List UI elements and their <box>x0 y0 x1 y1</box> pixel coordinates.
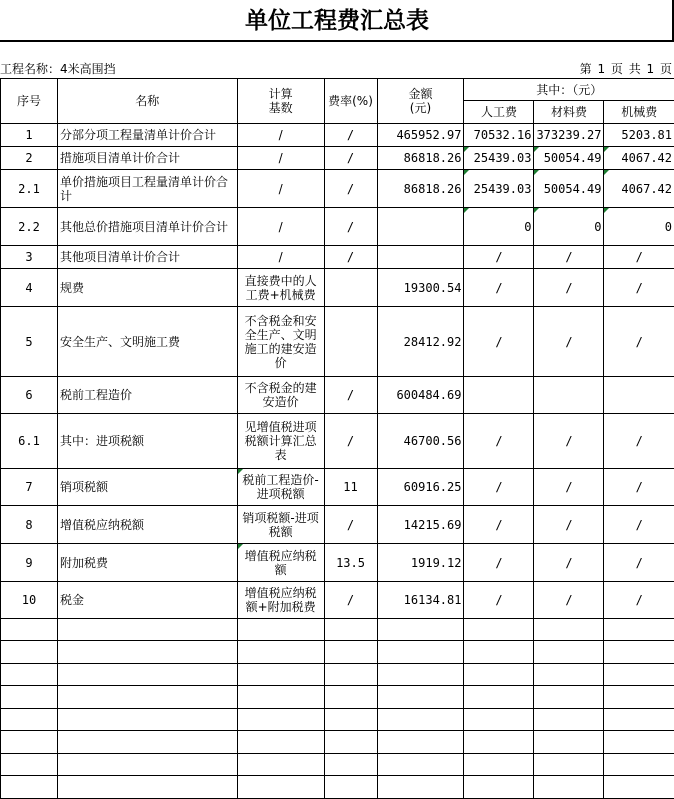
row-seq: 2.1 <box>1 170 58 208</box>
row-machine: / <box>604 269 674 307</box>
row-rate: / <box>324 506 377 544</box>
row-material <box>534 377 604 414</box>
row-amount <box>377 208 464 246</box>
row-labor: / <box>464 414 534 469</box>
row-material: / <box>534 246 604 269</box>
row-amount: 86818.26 <box>377 170 464 208</box>
row-material: 50054.49 <box>534 170 604 208</box>
row-seq: 1 <box>1 124 58 147</box>
empty-cell <box>324 641 377 664</box>
empty-cell <box>534 709 604 731</box>
empty-cell <box>57 641 237 664</box>
cost-summary-table <box>0 78 674 799</box>
row-labor <box>464 377 534 414</box>
table-row <box>1 124 674 147</box>
row-rate: / <box>324 170 377 208</box>
empty-cell <box>1 641 58 664</box>
empty-cell <box>1 754 58 776</box>
row-material: 0 <box>534 208 604 246</box>
row-basis: / <box>237 170 324 208</box>
row-basis: 不含税金和安全生产、文明施工的建安造价 <box>237 307 324 377</box>
row-basis: 直接费中的人工费+机械费 <box>237 269 324 307</box>
row-machine: 0 <box>604 208 674 246</box>
row-machine: 4067.42 <box>604 147 674 170</box>
row-labor: / <box>464 269 534 307</box>
empty-cell <box>57 754 237 776</box>
empty-row <box>1 731 674 754</box>
row-rate: 11 <box>324 469 377 506</box>
row-seq: 10 <box>1 582 58 619</box>
row-name: 其他项目清单计价合计 <box>57 246 237 269</box>
empty-cell <box>324 686 377 709</box>
row-seq: 9 <box>1 544 58 582</box>
row-machine: 4067.42 <box>604 170 674 208</box>
row-material: / <box>534 506 604 544</box>
row-machine: / <box>604 414 674 469</box>
row-rate: / <box>324 124 377 147</box>
row-rate <box>324 269 377 307</box>
empty-cell <box>237 641 324 664</box>
row-machine: / <box>604 469 674 506</box>
empty-cell <box>1 664 58 686</box>
header-labor: 人工费 <box>464 101 534 124</box>
row-amount: 60916.25 <box>377 469 464 506</box>
row-amount: 86818.26 <box>377 147 464 170</box>
row-labor: 25439.03 <box>464 147 534 170</box>
empty-cell <box>324 731 377 754</box>
row-amount: 28412.92 <box>377 307 464 377</box>
empty-cell <box>464 754 534 776</box>
empty-cell <box>464 709 534 731</box>
row-seq: 8 <box>1 506 58 544</box>
empty-cell <box>377 731 464 754</box>
row-basis: / <box>237 208 324 246</box>
empty-cell <box>464 686 534 709</box>
row-labor: / <box>464 544 534 582</box>
row-name: 税前工程造价 <box>57 377 237 414</box>
row-seq: 6.1 <box>1 414 58 469</box>
row-basis: 税前工程造价-进项税额 <box>237 469 324 506</box>
row-machine: / <box>604 506 674 544</box>
empty-cell <box>534 754 604 776</box>
header-material: 材料费 <box>534 101 604 124</box>
page-info: 第 1 页 共 1 页 <box>580 61 672 77</box>
header-rate: 费率(%) <box>324 79 377 124</box>
empty-cell <box>57 709 237 731</box>
header-machine: 机械费 <box>604 101 674 124</box>
row-seq: 3 <box>1 246 58 269</box>
table-row <box>1 414 674 469</box>
row-name: 措施项目清单计价合计 <box>57 147 237 170</box>
empty-cell <box>604 776 674 799</box>
table-row <box>1 377 674 414</box>
empty-row <box>1 664 674 686</box>
row-rate: / <box>324 582 377 619</box>
row-labor: 25439.03 <box>464 170 534 208</box>
table-row <box>1 582 674 619</box>
empty-cell <box>1 731 58 754</box>
empty-row <box>1 709 674 731</box>
empty-cell <box>237 619 324 641</box>
table-row <box>1 307 674 377</box>
empty-cell <box>464 641 534 664</box>
empty-cell <box>534 776 604 799</box>
empty-cell <box>57 686 237 709</box>
row-name: 增值税应纳税额 <box>57 506 237 544</box>
row-material: / <box>534 582 604 619</box>
row-rate: / <box>324 414 377 469</box>
empty-cell <box>324 776 377 799</box>
page-title: 单位工程费汇总表 <box>0 0 674 42</box>
table-row <box>1 246 674 269</box>
row-machine: / <box>604 307 674 377</box>
empty-cell <box>1 709 58 731</box>
row-machine: / <box>604 544 674 582</box>
row-machine: 5203.81 <box>604 124 674 147</box>
empty-cell <box>534 619 604 641</box>
empty-cell <box>534 731 604 754</box>
empty-cell <box>534 664 604 686</box>
empty-row <box>1 619 674 641</box>
empty-cell <box>324 619 377 641</box>
empty-cell <box>464 776 534 799</box>
empty-cell <box>237 754 324 776</box>
row-material: 373239.27 <box>534 124 604 147</box>
row-name: 税金 <box>57 582 237 619</box>
empty-cell <box>1 686 58 709</box>
row-material: / <box>534 269 604 307</box>
empty-cell <box>57 776 237 799</box>
empty-row <box>1 686 674 709</box>
row-name: 其中：进项税额 <box>57 414 237 469</box>
row-labor: / <box>464 307 534 377</box>
table-row <box>1 506 674 544</box>
row-rate: / <box>324 147 377 170</box>
row-seq: 7 <box>1 469 58 506</box>
empty-cell <box>237 731 324 754</box>
empty-cell <box>604 619 674 641</box>
row-seq: 2.2 <box>1 208 58 246</box>
row-basis: / <box>237 124 324 147</box>
row-labor: / <box>464 469 534 506</box>
empty-cell <box>464 664 534 686</box>
empty-cell <box>604 664 674 686</box>
row-seq: 4 <box>1 269 58 307</box>
row-machine <box>604 377 674 414</box>
row-basis: / <box>237 147 324 170</box>
row-name: 规费 <box>57 269 237 307</box>
row-material: / <box>534 469 604 506</box>
row-amount: 16134.81 <box>377 582 464 619</box>
row-amount: 1919.12 <box>377 544 464 582</box>
empty-cell <box>57 731 237 754</box>
empty-cell <box>237 664 324 686</box>
empty-cell <box>377 664 464 686</box>
row-amount: 14215.69 <box>377 506 464 544</box>
row-rate: 13.5 <box>324 544 377 582</box>
empty-cell <box>1 619 58 641</box>
header-basis: 计算 基数 <box>237 79 324 124</box>
header-of-which: 其中：（元） <box>464 79 674 101</box>
header-seq: 序号 <box>1 79 58 124</box>
header-amount: 金额 (元) <box>377 79 464 124</box>
row-labor: / <box>464 582 534 619</box>
row-name: 其他总价措施项目清单计价合计 <box>57 208 237 246</box>
empty-cell <box>237 709 324 731</box>
row-amount: 46700.56 <box>377 414 464 469</box>
row-seq: 2 <box>1 147 58 170</box>
empty-cell <box>377 619 464 641</box>
project-name: 工程名称：4米高围挡 <box>0 61 116 77</box>
row-amount <box>377 246 464 269</box>
empty-cell <box>377 686 464 709</box>
empty-cell <box>324 709 377 731</box>
row-basis: 不含税金的建安造价 <box>237 377 324 414</box>
row-basis: 销项税额-进项税额 <box>237 506 324 544</box>
row-basis: 见增值税进项税额计算汇总表 <box>237 414 324 469</box>
row-seq: 6 <box>1 377 58 414</box>
row-labor: / <box>464 246 534 269</box>
row-rate: / <box>324 246 377 269</box>
row-labor: / <box>464 506 534 544</box>
row-amount: 465952.97 <box>377 124 464 147</box>
empty-cell <box>237 776 324 799</box>
row-rate: / <box>324 208 377 246</box>
empty-cell <box>237 686 324 709</box>
empty-cell <box>57 664 237 686</box>
empty-cell <box>377 754 464 776</box>
empty-cell <box>604 731 674 754</box>
empty-cell <box>604 754 674 776</box>
empty-cell <box>377 641 464 664</box>
row-name: 分部分项工程量清单计价合计 <box>57 124 237 147</box>
row-basis: 增值税应纳税额 <box>237 544 324 582</box>
row-machine: / <box>604 246 674 269</box>
empty-cell <box>1 776 58 799</box>
table-row <box>1 544 674 582</box>
row-name: 安全生产、文明施工费 <box>57 307 237 377</box>
empty-cell <box>534 641 604 664</box>
empty-cell <box>534 686 604 709</box>
row-material: 50054.49 <box>534 147 604 170</box>
empty-cell <box>324 664 377 686</box>
header-name: 名称 <box>57 79 237 124</box>
row-rate <box>324 307 377 377</box>
table-row <box>1 269 674 307</box>
row-name: 附加税费 <box>57 544 237 582</box>
table-row <box>1 469 674 506</box>
table-row <box>1 170 674 208</box>
row-amount: 600484.69 <box>377 377 464 414</box>
row-amount: 19300.54 <box>377 269 464 307</box>
row-basis: / <box>237 246 324 269</box>
empty-cell <box>604 686 674 709</box>
row-labor: 70532.16 <box>464 124 534 147</box>
empty-row <box>1 754 674 776</box>
row-labor: 0 <box>464 208 534 246</box>
empty-cell <box>604 641 674 664</box>
empty-row <box>1 641 674 664</box>
row-basis: 增值税应纳税额+附加税费 <box>237 582 324 619</box>
row-name: 单价措施项目工程量清单计价合计 <box>57 170 237 208</box>
row-seq: 5 <box>1 307 58 377</box>
row-material: / <box>534 414 604 469</box>
row-machine: / <box>604 582 674 619</box>
empty-cell <box>57 619 237 641</box>
row-name: 销项税额 <box>57 469 237 506</box>
empty-row <box>1 776 674 799</box>
table-row <box>1 147 674 170</box>
row-material: / <box>534 544 604 582</box>
empty-cell <box>464 619 534 641</box>
empty-cell <box>377 709 464 731</box>
empty-cell <box>604 709 674 731</box>
empty-cell <box>464 731 534 754</box>
empty-cell <box>324 754 377 776</box>
row-material: / <box>534 307 604 377</box>
empty-cell <box>377 776 464 799</box>
table-row <box>1 208 674 246</box>
row-rate: / <box>324 377 377 414</box>
